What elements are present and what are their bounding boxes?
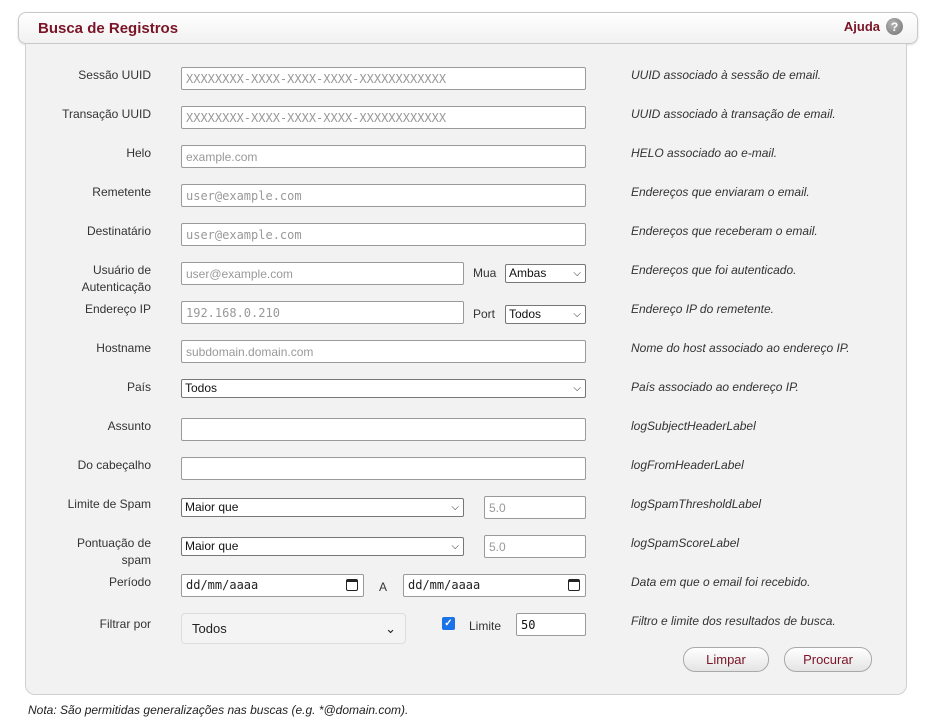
spam-score-operator-value: Maior que: [185, 539, 239, 553]
ip-input[interactable]: [181, 301, 464, 324]
period-to-date-value: dd/mm/aaaa: [408, 578, 481, 592]
spam-score-input[interactable]: [484, 535, 586, 558]
recipient-input[interactable]: [181, 223, 586, 246]
spam-threshold-input[interactable]: [484, 496, 586, 519]
page-title: Busca de Registros: [38, 20, 179, 37]
spam-score-label-line2: spam: [121, 553, 151, 567]
recipient-desc: Endereços que receberam o email.: [631, 224, 818, 238]
sender-desc: Endereços que enviaram o email.: [631, 185, 810, 199]
hostname-input[interactable]: [181, 340, 586, 363]
help-label: Ajuda: [843, 19, 880, 34]
period-to-label: A: [379, 580, 388, 594]
auth-user-label-line1: Usuário de: [92, 263, 151, 277]
limit-label: Limite: [469, 619, 502, 633]
help-link[interactable]: [844, 18, 903, 35]
chevron-down-icon: ⌵: [451, 502, 459, 513]
page-header: [18, 12, 918, 44]
spam-score-desc: logSpamScoreLabel: [631, 536, 740, 550]
filter-select-value: Todos: [192, 621, 227, 636]
sender-label: Remetente: [92, 185, 151, 199]
period-to-date-input[interactable]: [403, 574, 586, 597]
from-header-desc: logFromHeaderLabel: [631, 458, 744, 472]
helo-label: Helo: [126, 146, 151, 160]
calendar-icon[interactable]: [346, 579, 358, 591]
auth-user-label-line2: Autenticação: [81, 280, 151, 294]
filter-desc: Filtro e limite dos resultados de busca.: [631, 614, 836, 628]
hostname-desc: Nome do host associado ao endereço IP.: [631, 341, 850, 355]
transaction-uuid-desc: UUID associado à transação de email.: [631, 107, 836, 121]
recipient-label: Destinatário: [86, 224, 151, 238]
filter-label: Filtrar por: [99, 617, 151, 631]
question-mark-icon[interactable]: ?: [886, 18, 903, 35]
ip-desc: Endereço IP do remetente.: [631, 302, 774, 316]
subject-input[interactable]: [181, 418, 586, 441]
chevron-down-icon: ⌵: [573, 309, 581, 320]
transaction-uuid-input[interactable]: [181, 106, 586, 129]
period-label: Período: [108, 575, 151, 589]
port-select[interactable]: [505, 305, 586, 324]
sender-input[interactable]: [181, 184, 586, 207]
spam-score-label-line1: Pontuação de: [76, 536, 151, 550]
auth-user-input[interactable]: [181, 262, 464, 285]
search-button[interactable]: Procurar: [784, 647, 872, 672]
spam-threshold-label: Limite de Spam: [67, 497, 151, 511]
chevron-down-icon: ⌄: [385, 621, 396, 636]
session-uuid-input[interactable]: [181, 67, 586, 90]
mua-label: Mua: [473, 266, 497, 280]
chevron-down-icon: ⌵: [573, 268, 581, 279]
clear-button[interactable]: Limpar: [683, 647, 769, 672]
mua-select-value: Ambas: [509, 266, 547, 280]
transaction-uuid-label: Transação UUID: [62, 107, 151, 121]
search-note: Nota: São permitidas generalizações nas buscas (e.g. *@domain.com).: [28, 703, 409, 717]
country-label: País: [126, 380, 151, 394]
country-select[interactable]: [181, 379, 586, 398]
period-desc: Data em que o email foi recebido.: [631, 575, 811, 589]
period-from-date-input[interactable]: [181, 574, 364, 597]
auth-user-desc: Endereços que foi autenticado.: [631, 263, 797, 277]
limit-checkbox[interactable]: ✓: [442, 617, 455, 630]
spam-threshold-operator-value: Maior que: [185, 500, 239, 514]
from-header-input[interactable]: [181, 457, 586, 480]
session-uuid-desc: UUID associado à sessão de email.: [631, 68, 822, 82]
spam-score-label: [40, 535, 151, 569]
search-panel: [25, 44, 907, 695]
session-uuid-label: Sessão UUID: [78, 68, 151, 82]
spam-threshold-operator-select[interactable]: [181, 498, 464, 517]
period-from-date-value: dd/mm/aaaa: [186, 578, 259, 592]
port-select-value: Todos: [509, 307, 542, 321]
ip-label: Endereço IP: [84, 302, 151, 316]
auth-user-label: [40, 262, 151, 296]
helo-desc: HELO associado ao e-mail.: [631, 146, 778, 160]
country-select-value: Todos: [185, 381, 218, 395]
filter-select[interactable]: [181, 613, 406, 644]
port-label: Port: [473, 307, 496, 321]
from-header-label: Do cabeçalho: [77, 458, 151, 472]
chevron-down-icon: ⌵: [451, 541, 459, 552]
helo-input[interactable]: [181, 145, 586, 168]
country-desc: País associado ao endereço IP.: [631, 380, 799, 394]
spam-score-operator-select[interactable]: [181, 537, 464, 556]
spam-threshold-desc: logSpamThresholdLabel: [631, 497, 762, 511]
calendar-icon[interactable]: [568, 579, 580, 591]
chevron-down-icon: ⌵: [573, 383, 581, 394]
subject-desc: logSubjectHeaderLabel: [631, 419, 756, 433]
hostname-label: Hostname: [96, 341, 151, 355]
limit-input[interactable]: [516, 613, 586, 636]
mua-select[interactable]: [505, 264, 586, 283]
subject-label: Assunto: [107, 419, 151, 433]
